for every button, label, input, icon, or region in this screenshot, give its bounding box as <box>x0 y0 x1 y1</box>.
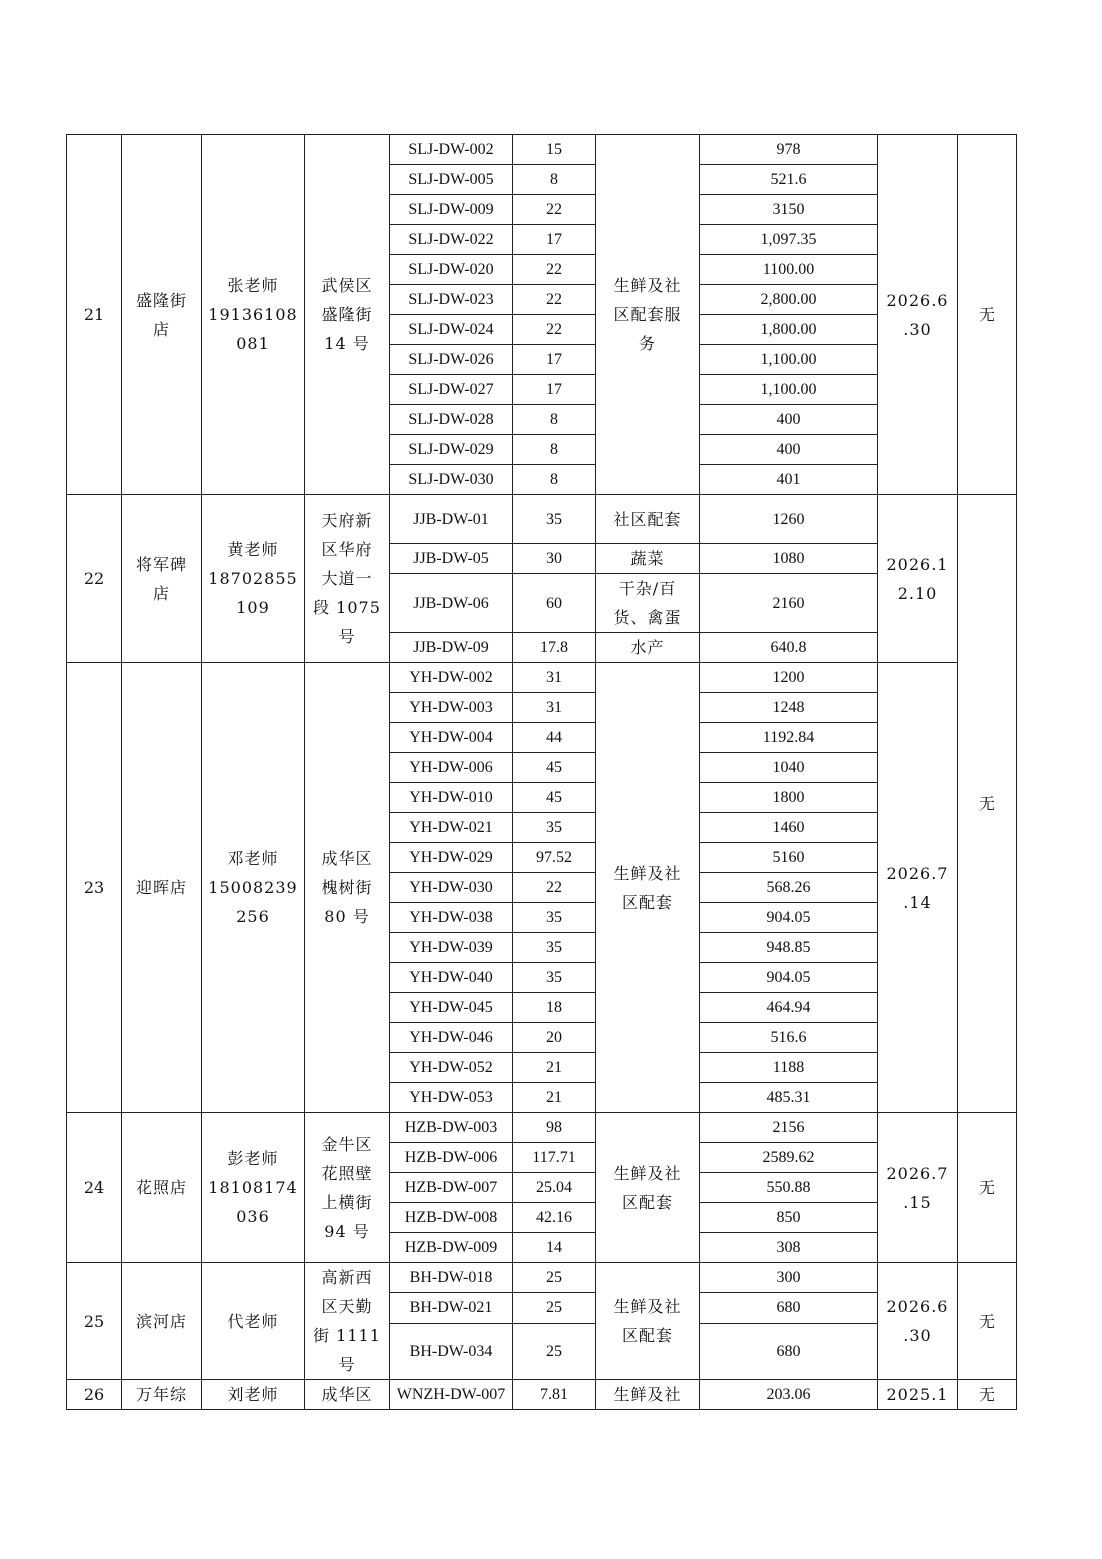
unit-code: YH-DW-038 <box>390 903 513 933</box>
store-remark: 无 <box>958 135 1017 495</box>
unit-area: 17.8 <box>513 633 596 663</box>
store-remark: 无 <box>958 1113 1017 1263</box>
unit-code: YH-DW-010 <box>390 783 513 813</box>
store-date: 2026.7 .14 <box>878 663 958 1113</box>
unit-amount: 1,800.00 <box>700 315 878 345</box>
unit-amount: 308 <box>700 1233 878 1263</box>
store-remark: 无 <box>958 495 1017 1113</box>
unit-area: 25.04 <box>513 1173 596 1203</box>
unit-area: 14 <box>513 1233 596 1263</box>
unit-amount: 1248 <box>700 693 878 723</box>
store-date: 2025.1 <box>878 1380 958 1410</box>
unit-code: JJB-DW-05 <box>390 544 513 574</box>
unit-area: 35 <box>513 495 596 544</box>
unit-code: BH-DW-021 <box>390 1293 513 1323</box>
unit-amount: 680 <box>700 1293 878 1323</box>
unit-code: YH-DW-052 <box>390 1053 513 1083</box>
unit-amount: 550.88 <box>700 1173 878 1203</box>
unit-area: 8 <box>513 165 596 195</box>
unit-area: 44 <box>513 723 596 753</box>
unit-area: 20 <box>513 1023 596 1053</box>
unit-amount: 1800 <box>700 783 878 813</box>
store-date: 2026.7 .15 <box>878 1113 958 1263</box>
unit-area: 25 <box>513 1323 596 1380</box>
unit-area: 22 <box>513 315 596 345</box>
store-name: 迎晖店 <box>122 663 202 1113</box>
unit-amount: 850 <box>700 1203 878 1233</box>
unit-code: WNZH-DW-007 <box>390 1380 513 1410</box>
unit-amount: 1040 <box>700 753 878 783</box>
store-name: 滨河店 <box>122 1263 202 1380</box>
unit-use: 水产 <box>596 633 700 663</box>
store-name: 花照店 <box>122 1113 202 1263</box>
unit-area: 18 <box>513 993 596 1023</box>
unit-code: SLJ-DW-030 <box>390 465 513 495</box>
unit-area: 98 <box>513 1113 596 1143</box>
unit-amount: 464.94 <box>700 993 878 1023</box>
unit-area: 8 <box>513 405 596 435</box>
unit-code: YH-DW-039 <box>390 933 513 963</box>
unit-amount: 1080 <box>700 544 878 574</box>
unit-code: YH-DW-030 <box>390 873 513 903</box>
unit-amount: 2,800.00 <box>700 285 878 315</box>
unit-amount: 568.26 <box>700 873 878 903</box>
unit-area: 15 <box>513 135 596 165</box>
unit-area: 35 <box>513 813 596 843</box>
store-date: 2026.1 2.10 <box>878 495 958 663</box>
store-address: 天府新 区华府 大道一 段 1075 号 <box>305 495 390 663</box>
unit-code: SLJ-DW-020 <box>390 255 513 285</box>
unit-amount: 1188 <box>700 1053 878 1083</box>
unit-area: 31 <box>513 693 596 723</box>
unit-code: YH-DW-053 <box>390 1083 513 1113</box>
unit-amount: 1100.00 <box>700 255 878 285</box>
unit-code: SLJ-DW-009 <box>390 195 513 225</box>
unit-amount: 1200 <box>700 663 878 693</box>
unit-area: 21 <box>513 1083 596 1113</box>
unit-code: BH-DW-018 <box>390 1263 513 1293</box>
unit-area: 8 <box>513 435 596 465</box>
unit-amount: 680 <box>700 1323 878 1380</box>
unit-amount: 1260 <box>700 495 878 544</box>
unit-area: 25 <box>513 1263 596 1293</box>
unit-code: SLJ-DW-027 <box>390 375 513 405</box>
unit-area: 17 <box>513 345 596 375</box>
unit-area: 25 <box>513 1293 596 1323</box>
unit-code: HZB-DW-003 <box>390 1113 513 1143</box>
unit-amount: 948.85 <box>700 933 878 963</box>
unit-amount: 640.8 <box>700 633 878 663</box>
unit-area: 22 <box>513 285 596 315</box>
unit-area: 35 <box>513 933 596 963</box>
unit-code: SLJ-DW-029 <box>390 435 513 465</box>
unit-amount: 904.05 <box>700 903 878 933</box>
unit-area: 60 <box>513 574 596 633</box>
unit-amount: 2160 <box>700 574 878 633</box>
store-address: 高新西 区天勤 街 1111 号 <box>305 1263 390 1380</box>
store-no: 25 <box>67 1263 122 1380</box>
store-contact: 彭老师 18108174 036 <box>202 1113 305 1263</box>
store-no: 26 <box>67 1380 122 1410</box>
unit-code: YH-DW-006 <box>390 753 513 783</box>
store-address: 成华区 槐树街 80 号 <box>305 663 390 1113</box>
unit-use: 干杂/百 货、禽蛋 <box>596 574 700 633</box>
unit-area: 42.16 <box>513 1203 596 1233</box>
store-contact: 张老师 19136108 081 <box>202 135 305 495</box>
unit-amount: 1,097.35 <box>700 225 878 255</box>
unit-code: BH-DW-034 <box>390 1323 513 1380</box>
unit-area: 97.52 <box>513 843 596 873</box>
unit-code: SLJ-DW-023 <box>390 285 513 315</box>
unit-code: YH-DW-002 <box>390 663 513 693</box>
unit-code: HZB-DW-008 <box>390 1203 513 1233</box>
unit-code: YH-DW-021 <box>390 813 513 843</box>
unit-code: YH-DW-003 <box>390 693 513 723</box>
unit-amount: 400 <box>700 405 878 435</box>
store-address: 金牛区 花照壁 上横街 94 号 <box>305 1113 390 1263</box>
store-no: 21 <box>67 135 122 495</box>
unit-amount: 485.31 <box>700 1083 878 1113</box>
unit-area: 45 <box>513 783 596 813</box>
store-remark: 无 <box>958 1380 1017 1410</box>
store-no: 24 <box>67 1113 122 1263</box>
unit-amount: 904.05 <box>700 963 878 993</box>
store-contact: 邓老师 15008239 256 <box>202 663 305 1113</box>
unit-code: SLJ-DW-024 <box>390 315 513 345</box>
unit-amount: 2156 <box>700 1113 878 1143</box>
store-no: 23 <box>67 663 122 1113</box>
unit-amount: 401 <box>700 465 878 495</box>
unit-code: HZB-DW-009 <box>390 1233 513 1263</box>
unit-amount: 300 <box>700 1263 878 1293</box>
unit-code: YH-DW-004 <box>390 723 513 753</box>
unit-code: SLJ-DW-022 <box>390 225 513 255</box>
unit-code: YH-DW-029 <box>390 843 513 873</box>
unit-amount: 1192.84 <box>700 723 878 753</box>
unit-area: 22 <box>513 195 596 225</box>
unit-code: JJB-DW-06 <box>390 574 513 633</box>
unit-code: SLJ-DW-028 <box>390 405 513 435</box>
store-address: 成华区 <box>305 1380 390 1410</box>
store-date: 2026.6 .30 <box>878 135 958 495</box>
unit-amount: 516.6 <box>700 1023 878 1053</box>
unit-area: 35 <box>513 963 596 993</box>
unit-amount: 1460 <box>700 813 878 843</box>
unit-area: 35 <box>513 903 596 933</box>
unit-area: 22 <box>513 873 596 903</box>
unit-amount: 5160 <box>700 843 878 873</box>
unit-use: 蔬菜 <box>596 544 700 574</box>
unit-amount: 1,100.00 <box>700 345 878 375</box>
store-contact: 黄老师 18702855 109 <box>202 495 305 663</box>
store-no: 22 <box>67 495 122 663</box>
unit-code: YH-DW-040 <box>390 963 513 993</box>
unit-code: YH-DW-046 <box>390 1023 513 1053</box>
unit-code: SLJ-DW-005 <box>390 165 513 195</box>
store-contact: 代老师 <box>202 1263 305 1380</box>
unit-amount: 521.6 <box>700 165 878 195</box>
store-date: 2026.6 .30 <box>878 1263 958 1380</box>
unit-area: 45 <box>513 753 596 783</box>
unit-use: 生鲜及社 区配套 <box>596 1263 700 1380</box>
store-address: 武侯区 盛隆街 14 号 <box>305 135 390 495</box>
unit-area: 8 <box>513 465 596 495</box>
unit-area: 7.81 <box>513 1380 596 1410</box>
unit-code: YH-DW-045 <box>390 993 513 1023</box>
unit-amount: 978 <box>700 135 878 165</box>
unit-area: 21 <box>513 1053 596 1083</box>
unit-code: JJB-DW-09 <box>390 633 513 663</box>
unit-area: 17 <box>513 375 596 405</box>
store-contact: 刘老师 <box>202 1380 305 1410</box>
store-remark: 无 <box>958 1263 1017 1380</box>
unit-amount: 2589.62 <box>700 1143 878 1173</box>
unit-amount: 3150 <box>700 195 878 225</box>
unit-area: 30 <box>513 544 596 574</box>
unit-amount: 1,100.00 <box>700 375 878 405</box>
store-name: 盛隆街 店 <box>122 135 202 495</box>
unit-code: SLJ-DW-002 <box>390 135 513 165</box>
unit-code: JJB-DW-01 <box>390 495 513 544</box>
unit-use: 生鲜及社 区配套服 务 <box>596 135 700 495</box>
unit-use: 生鲜及社 区配套 <box>596 1113 700 1263</box>
unit-code: SLJ-DW-026 <box>390 345 513 375</box>
unit-use: 社区配套 <box>596 495 700 544</box>
unit-code: HZB-DW-006 <box>390 1143 513 1173</box>
unit-area: 22 <box>513 255 596 285</box>
unit-use: 生鲜及社 区配套 <box>596 663 700 1113</box>
unit-code: HZB-DW-007 <box>390 1173 513 1203</box>
unit-area: 17 <box>513 225 596 255</box>
store-name: 万年综 <box>122 1380 202 1410</box>
unit-area: 31 <box>513 663 596 693</box>
store-name: 将军碑 店 <box>122 495 202 663</box>
unit-area: 117.71 <box>513 1143 596 1173</box>
lease-table <box>66 134 1017 1410</box>
unit-amount: 400 <box>700 435 878 465</box>
unit-use: 生鲜及社 <box>596 1380 700 1410</box>
unit-amount: 203.06 <box>700 1380 878 1410</box>
